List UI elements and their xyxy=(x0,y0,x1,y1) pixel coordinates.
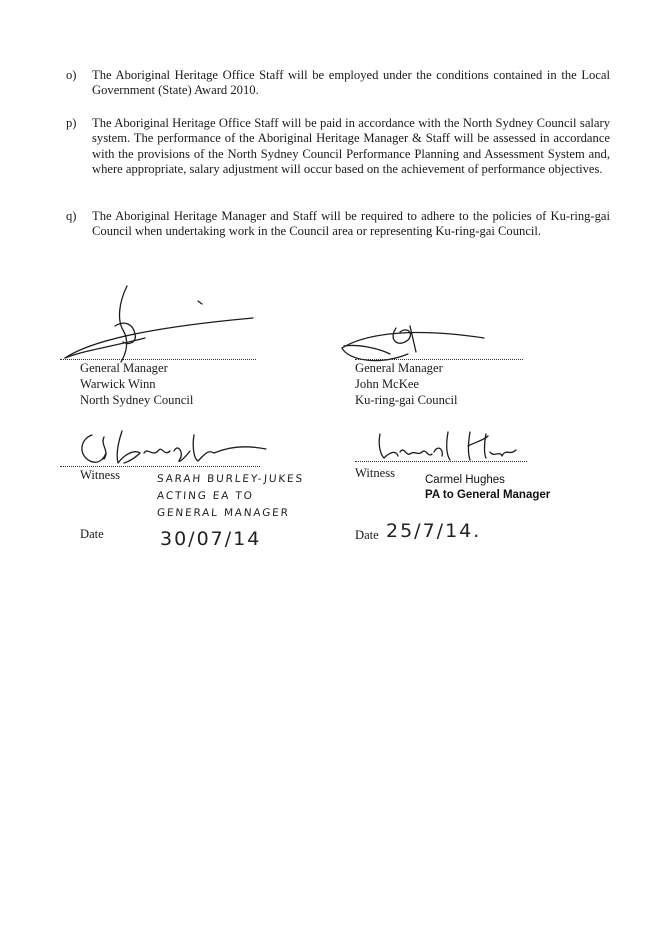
left-witness-line xyxy=(60,466,260,467)
left-role: General Manager xyxy=(80,361,168,375)
right-name: John McKee xyxy=(355,377,420,391)
clause-letter: o) xyxy=(66,68,77,82)
right-witness-label: Witness xyxy=(355,466,396,480)
clause-text: The Aboriginal Heritage Office Staff will be employed under the conditions contained in the Local Government (State) Award 2010. xyxy=(92,68,610,98)
left-gm-signature xyxy=(55,280,265,370)
clause-text: The Aboriginal Heritage Office Staff will be paid in accordance with the North Sydney Council salary system. The performance of the Aboriginal Heritage Manager & Staff will be assessed in accordance with the provisions of the North Sydney Council Performance Planning and Assessment System and, where appropriate, salary adjustment will occur based on the achievement of performance objectives. xyxy=(92,116,610,177)
left-organisation: North Sydney Council xyxy=(80,393,194,407)
left-signature-line xyxy=(60,359,256,360)
right-organisation: Ku-ring-gai Council xyxy=(355,393,458,407)
right-witness-line xyxy=(355,461,527,462)
right-witness-signature xyxy=(370,428,530,470)
left-name: Warwick Winn xyxy=(80,377,156,391)
right-date-handwritten: 25/7/14. xyxy=(386,520,482,542)
left-witness-handwritten-1: SARAH BURLEY-JUKES xyxy=(156,473,305,485)
right-role: General Manager xyxy=(355,361,443,375)
clause-text: The Aboriginal Heritage Manager and Staff will be required to adhere to the policies of Ku-ring-gai Council when undertaking work in the Council area or representing Ku-ring-gai Council. xyxy=(92,209,610,239)
clause-p xyxy=(66,116,610,178)
clause-q xyxy=(66,209,610,240)
left-date-label: Date xyxy=(80,527,104,541)
clause-o xyxy=(66,68,610,99)
right-date-label: Date xyxy=(355,528,379,542)
right-witness-name: Carmel Hughes xyxy=(425,474,505,486)
left-witness-label: Witness xyxy=(80,468,121,482)
left-witness-signature xyxy=(74,425,274,470)
left-witness-handwritten-3: GENERAL MANAGER xyxy=(156,507,291,519)
clause-letter: q) xyxy=(66,209,77,223)
right-signature-line xyxy=(355,359,523,360)
left-witness-handwritten-2: ACTING EA TO xyxy=(156,490,255,502)
clause-letter: p) xyxy=(66,116,77,130)
left-date-handwritten: 30/07/14 xyxy=(160,528,262,550)
right-witness-title: PA to General Manager xyxy=(425,489,551,501)
